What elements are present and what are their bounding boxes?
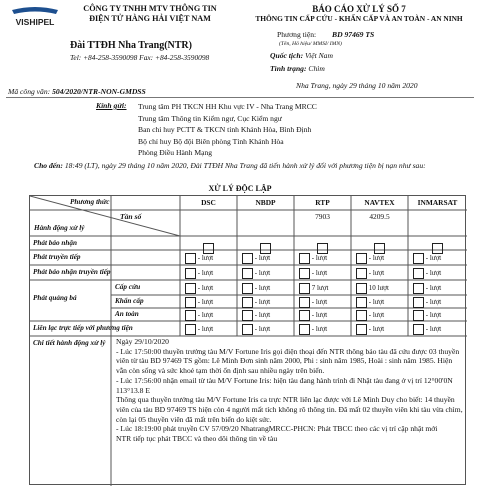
rtp-khan-cap: - lượt [299,297,327,308]
tel-fax: Tel: +84-258-3590098 Fax: +84-258-3590098 [70,53,210,62]
table-section-title: XỬ LÝ ĐỘC LẬP [208,184,272,193]
header-divider [6,97,474,98]
navtex-an-toan: - lượt [356,310,384,321]
rtp-bao-nhan-tt: - lượt [299,268,327,279]
row-khan-cap: Khẩn cấp [115,297,144,305]
freq-rtp: 7903 [315,212,330,221]
nbdp-an-toan: - lượt [242,310,270,321]
rtp-cap-cuu: 7 lượt [299,283,328,294]
doc-code [8,87,146,97]
dsc-an-toan: - lượt [185,310,213,321]
method-nbdp: NBDP [255,198,276,207]
report-title: BÁO CÁO XỬ LÝ SỐ 7 [312,4,406,14]
details-text [116,337,464,444]
dsc-lien-lac: - lượt [185,324,213,335]
doc-code-value: 504/2020/NTR-NON-GMDSS [52,87,146,96]
recipients-label: Kính gửi: [96,101,127,110]
vessel-label: Phương tiện: [277,30,317,39]
navtex-cap-cuu: 10 lượt [356,283,389,294]
detail-line: - Lúc 18:19:00 phát truyền CV 57/09/20 NhatrangMRCC-PHCN: Phát TBCC theo các vị trí cập nhật mới [116,424,438,434]
recipient-item: Trung tâm Thông tin Kiểm ngư, Cục Kiểm ngư [138,113,282,123]
rtp-truyen-tiep: - lượt [299,253,327,264]
dsc-truyen-tiep: - lượt [185,253,213,264]
vishipel-logo [6,6,64,34]
navtex-khan-cap: - lượt [356,297,384,308]
report-subtitle: THÔNG TIN CẤP CỨU - KHẨN CẤP VÀ AN TOÀN - AN NINH [255,14,463,23]
method-rtp: RTP [315,198,330,207]
row-lien-lac: Liên lạc trực tiếp với phương tiện [33,324,133,332]
status-row [270,64,325,74]
inmarsat-lien-lac: - lượt [413,324,441,335]
nbdp-khan-cap: - lượt [242,297,270,308]
vessel-note: (Tên, Hô hiệu/ MMSI/ IMN) [279,41,342,47]
detail-line: - Lúc 17:50:00 thuyền trưởng tàu M/V Fortune Iris gọi điện thoại đến NTR thông báo tàu đã cứu được 03 thuyền viên từ tàu BD 97469 TS gồm: Lê Minh Đơn sinh năm 2000, Phi : sinh năm 1985, Hoài : sinh năm 1985. Hiện vẫn còn sống và sức khoẻ tạm thời ổn định sau nhiều ngày trên biển. [116,346,460,376]
col-freq-header: Tần số [120,212,142,221]
row-phat-truyen-tiep: Phát truyền tiếp [33,253,81,261]
navtex-truyen-tiep: - lượt [356,253,384,264]
inmarsat-an-toan: - lượt [413,310,441,321]
recipient-item: Trung tâm PH TKCN HH Khu vực IV - Nha Trang MRCC [138,102,317,111]
col-action-header: Hành động xử lý [34,224,85,232]
status-value: Chìm [308,64,325,73]
processing-table [29,195,466,485]
method-inmarsat: INMARSAT [417,198,458,207]
doc-code-label: Mã công văn: [8,87,51,96]
row-chi-tiet: Chi tiết hành động xử lý [33,339,106,347]
company-line1: CÔNG TY TNHH MTV THÔNG TIN [83,4,217,13]
nbdp-lien-lac: - lượt [242,324,270,335]
nbdp-truyen-tiep: - lượt [242,253,270,264]
recipient-item: Phòng Điều Hành Mạng [138,148,213,158]
intro-label: Cho đến: [34,161,63,170]
station-name: Đài TTĐH Nha Trang(NTR) [70,40,192,51]
nationality-label: Quốc tịch: [270,51,304,60]
row-phat-bao-nhan: Phát báo nhận [33,239,77,247]
rtp-an-toan: - lượt [299,310,327,321]
freq-navtex: 4209.5 [369,212,390,221]
nbdp-cap-cuu: - lượt [242,283,270,294]
intro-paragraph [34,160,470,171]
recipient-item: Ban chỉ huy PCTT & TKCN tỉnh Khánh Hòa, Bình Định [138,125,312,135]
dsc-cap-cuu: - lượt [185,283,213,294]
method-dsc: DSC [201,198,216,207]
inmarsat-truyen-tiep: - lượt [413,253,441,264]
dsc-khan-cap: - lượt [185,297,213,308]
recipients-list [138,101,468,159]
status-label: Tình trạng: [270,64,307,73]
vessel-value: BD 97469 TS [332,30,375,39]
col-method-header: Phương thức [70,198,110,206]
nationality-row [270,51,333,61]
header-right [243,4,475,24]
row-cap-cuu: Cấp cứu [115,283,141,291]
svg-text:VISHIPEL: VISHIPEL [15,17,55,27]
detail-line: Thông qua thuyền trưởng tàu M/V Fortune Iris ca trực NTR liên lạc được với Lê Minh Duy cho biết: 14 thuyền viên của tàu BD 97469 TS hiện còn 4 người mất tích không rõ thông tin. Đã mất 02 thuyền viên khi tàu vừa chìm, còn lại 05 thuyền viên đã mất trên biển do kiệt sức. [116,395,463,424]
date-line: Nha Trang, ngày 29 tháng 10 năm 2020 [296,81,418,90]
nationality-value: Việt Nam [305,51,333,60]
row-an-toan: An toàn [115,310,139,318]
vessel-row [277,30,374,40]
inmarsat-bao-nhan-tt: - lượt [413,268,441,279]
dsc-bao-nhan-tt: - lượt [185,268,213,279]
method-navtex: NAVTEX [364,198,395,207]
row-phat-quang-ba: Phát quảng bá [33,294,77,302]
detail-line: Ngày 29/10/2020 [116,337,169,346]
recipient-item: Bộ chỉ huy Bộ đội Biên phòng Tỉnh Khánh Hòa [138,136,284,146]
inmarsat-khan-cap: - lượt [413,297,441,308]
nbdp-bao-nhan-tt: - lượt [242,268,270,279]
company-line2: ĐIỆN TỬ HÀNG HẢI VIỆT NAM [89,14,211,23]
detail-line: NTR tiếp tục phát TBCC và theo dõi thông tin về tàu [116,434,278,444]
intro-text: 18:49 (LT), ngày 29 tháng 10 năm 2020, Đài TTĐH Nha Trang đã tiến hành xử lý đối với phương tiện bị nạn như sau: [64,161,426,170]
row-phat-bao-nhan-tt: Phát báo nhận truyền tiếp [33,268,111,276]
header-left [66,4,234,24]
rtp-lien-lac: - lượt [299,324,327,335]
navtex-bao-nhan-tt: - lượt [356,268,384,279]
navtex-lien-lac: - lượt [356,324,384,335]
inmarsat-cap-cuu: - lượt [413,283,441,294]
detail-line: - Lúc 17:56:00 nhận email từ tàu M/V Fortune Iris: hiện tàu đang hành trình đi Nhật tàu đang ở vị trí 12°00'0N 113°13.8 E [116,375,453,395]
